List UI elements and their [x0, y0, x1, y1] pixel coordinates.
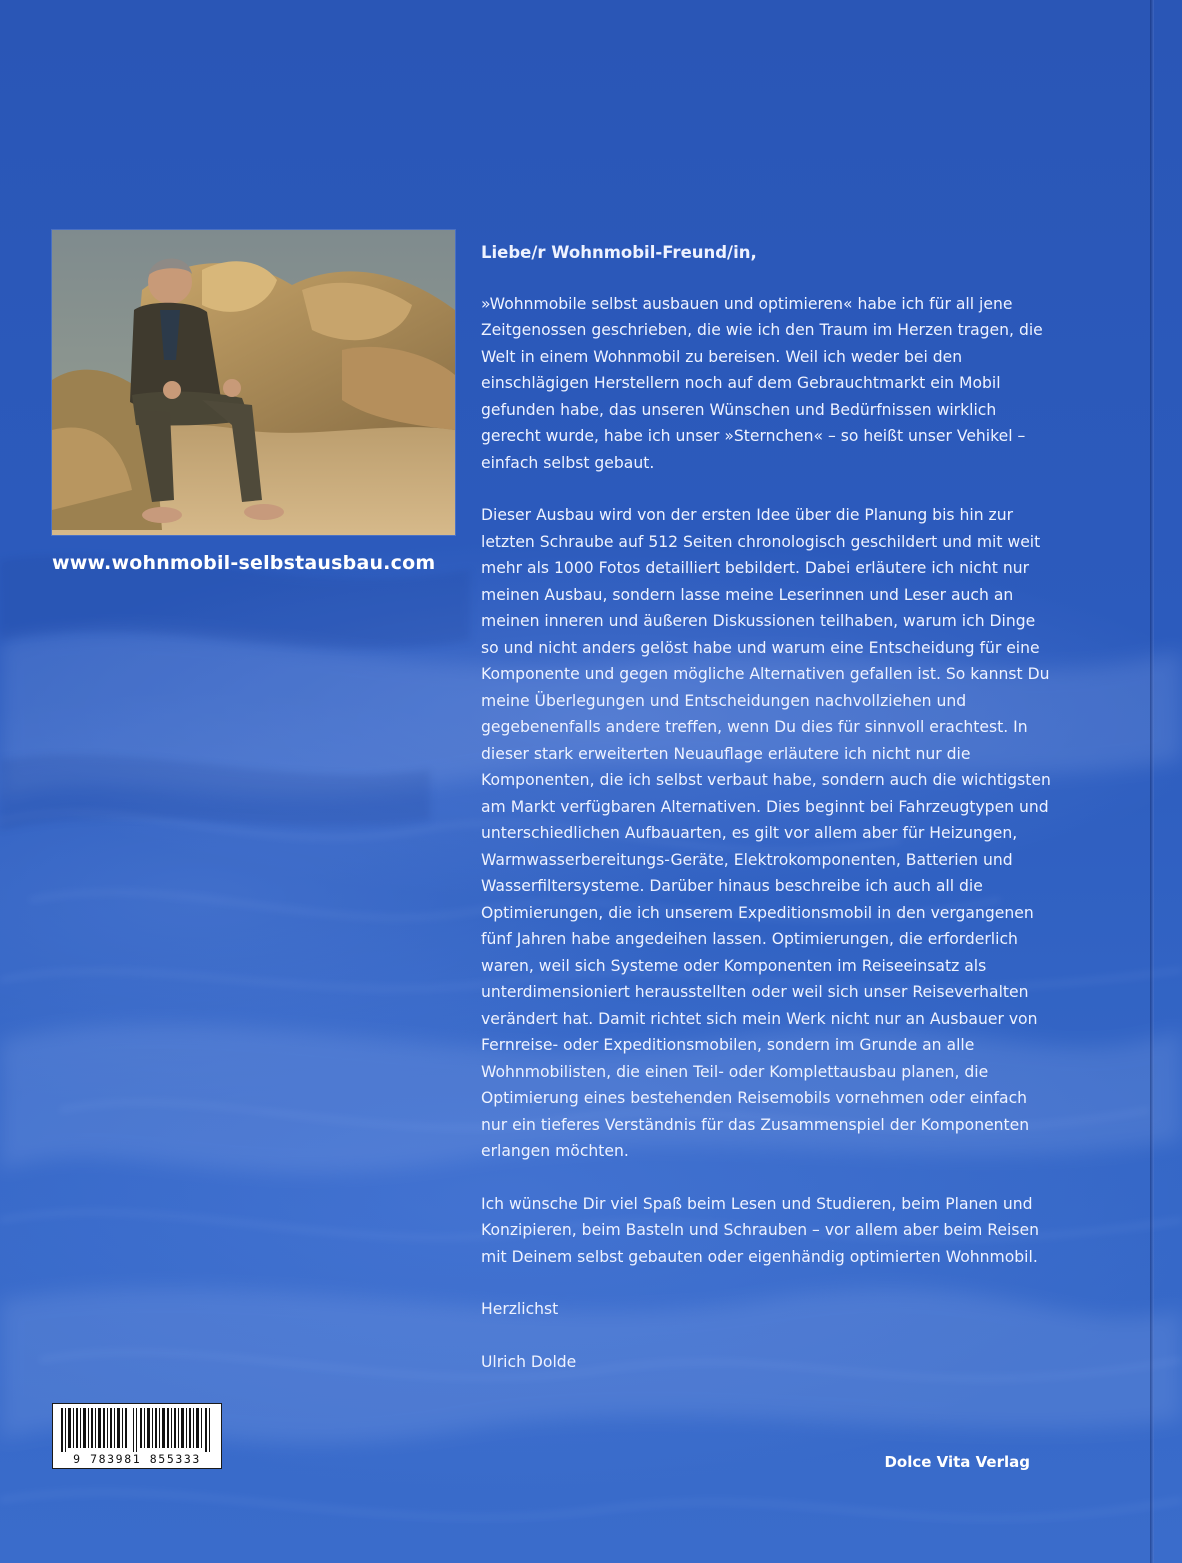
isbn-barcode [52, 1403, 222, 1469]
publisher-name: Dolce Vita Verlag [884, 1453, 1030, 1471]
isbn-number: 9 783981 855333 [73, 1452, 201, 1466]
author-photo-illustration [52, 230, 455, 535]
letter-closing: Herzlichst [481, 1300, 559, 1318]
letter-paragraph-3: Ich wünsche Dir viel Spaß beim Lesen und Studieren, beim Planen und Konzipieren, beim Basteln und Schrauben – vor allem aber beim Reisen mit Deinem selbst gebauten oder eigenhändig optimierten Wohnmobil. [481, 1194, 1039, 1266]
author-letter [481, 240, 1051, 1401]
author-photo [52, 230, 455, 535]
barcode-bars [53, 1404, 221, 1454]
letter-signature: Ulrich Dolde [481, 1352, 577, 1371]
letter-greeting: Liebe/r Wohnmobil-Freund/in, [481, 243, 757, 262]
website-url[interactable]: www.wohnmobil-selbstausbau.com [52, 552, 436, 574]
letter-paragraph-1: »Wohnmobile selbst ausbauen und optimieren« habe ich für all jene Zeitgenossen geschrieben, die wie ich den Traum im Herzen tragen, die Welt in einem Wohnmobil zu bereisen. Weil ich weder bei den einschlägigen Herstellern noch auf dem Gebrauchtmarkt ein Mobil gefunden habe, das unseren Wünschen und Bedürfnissen wirklich gerecht wurde, habe ich unser »Sternchen« – so heißt unser Vehikel – einfach selbst gebaut. [481, 294, 1043, 472]
letter-paragraph-2: Dieser Ausbau wird von der ersten Idee über die Planung bis hin zur letzten Schraube auf 512 Seiten chronologisch geschildert und mit weit mehr als 1000 Fotos detailliert bebildert. Dabei erläutere ich nicht nur meinen Ausbau, sondern lasse meine Leserinnen und Leser auch an meinen inneren und äußeren Diskussionen teilhaben, warum ich Dinge so und nicht anders gelöst habe und warum eine Entscheidung für eine Komponente und gegen mögliche Alternativen gefallen ist. So kannst Du meine Überlegungen und Entscheidungen nachvollziehen und gegebenenfalls andere treffen, wenn Du dies für sinnvoll erachtest. In dieser stark erweiterten Neuauflage erläutere ich nicht nur die Komponenten, die ich selbst verbaut habe, sondern auch die wichtigsten am Markt verfügbaren Alternativen. Dies beginnt bei Fahrzeugtypen und unterschiedlichen Aufbauarten, es gilt vor allem aber für Heizungen, Warmwasserbereitungs-Geräte, Elektrokomponenten, Batterien und Wasserfiltersysteme. Darüber hinaus beschreibe ich auch all die Optimierungen, die ich unserem Expeditionsmobil in den vergangenen fünf Jahren habe angedeihen lassen. Optimierungen, die erforderlich waren, weil sich Systeme oder Komponenten im Reiseeinsatz als unterdimensioniert herausstellten oder weil sich unser Reiseverhalten verändert hat. Damit richtet sich mein Werk nicht nur an Ausbauer von Fernreise- oder Expeditionsmobilen, sondern im Grunde an alle Wohnmobilisten, die einen Teil- oder Komplettausbau planen, die Optimierung eines bestehenden Reisemobils vornehmen oder einfach nur ein tieferes Verständnis für das Zusammenspiel der Komponenten erlangen möchten. [481, 506, 1051, 1160]
spine-edge [1150, 0, 1154, 1563]
